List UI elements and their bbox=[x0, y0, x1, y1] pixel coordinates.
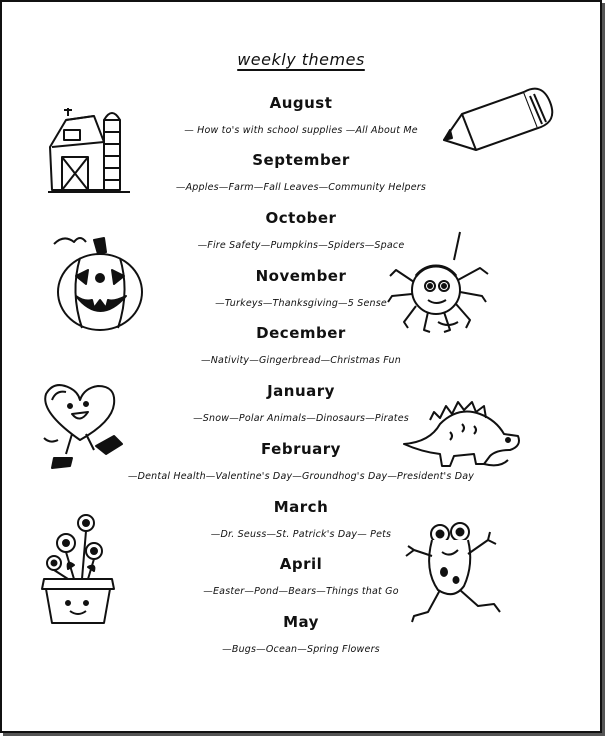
flower-pot-clipart bbox=[38, 507, 118, 627]
month-themes-november: —Turkeys—Thanksgiving—5 Sense bbox=[215, 298, 387, 309]
month-heading-september: September bbox=[252, 151, 350, 169]
month-heading-august: August bbox=[269, 94, 333, 112]
month-heading-april: April bbox=[279, 555, 323, 573]
month-heading-march: March bbox=[273, 498, 329, 516]
month-heading-january: January bbox=[267, 382, 335, 400]
pumpkin-clipart bbox=[50, 230, 150, 335]
barn-clipart bbox=[46, 102, 136, 197]
month-heading-october: October bbox=[265, 209, 337, 227]
month-heading-february: February bbox=[261, 440, 341, 458]
spider-clipart bbox=[384, 230, 496, 335]
month-themes-august: — How to's with school supplies —All About Me bbox=[184, 125, 418, 136]
heart-character-clipart bbox=[36, 380, 136, 475]
frog-clipart bbox=[400, 520, 520, 630]
month-themes-march: —Dr. Seuss—St. Patrick's Day— Pets bbox=[210, 529, 392, 540]
page-title: weekly themes bbox=[237, 50, 365, 69]
month-themes-december: —Nativity—Gingerbread—Christmas Fun bbox=[201, 355, 401, 366]
month-themes-may: —Bugs—Ocean—Spring Flowers bbox=[222, 644, 380, 655]
month-themes-january: —Snow—Polar Animals—Dinosaurs—Pirates bbox=[193, 413, 409, 424]
month-themes-september: —Apples—Farm—Fall Leaves—Community Helpers bbox=[175, 182, 427, 193]
month-themes-february: —Dental Health—Valentine's Day—Groundhog's Day—President's Day bbox=[127, 471, 475, 482]
month-heading-november: November bbox=[255, 267, 347, 285]
month-themes-october: —Fire Safety—Pumpkins—Spiders—Space bbox=[197, 240, 405, 251]
pencil-clipart bbox=[438, 84, 558, 164]
dinosaur-clipart bbox=[400, 390, 525, 470]
month-heading-december: December bbox=[256, 324, 346, 342]
month-themes-april: —Easter—Pond—Bears—Things that Go bbox=[203, 586, 399, 597]
month-heading-may: May bbox=[283, 613, 319, 631]
